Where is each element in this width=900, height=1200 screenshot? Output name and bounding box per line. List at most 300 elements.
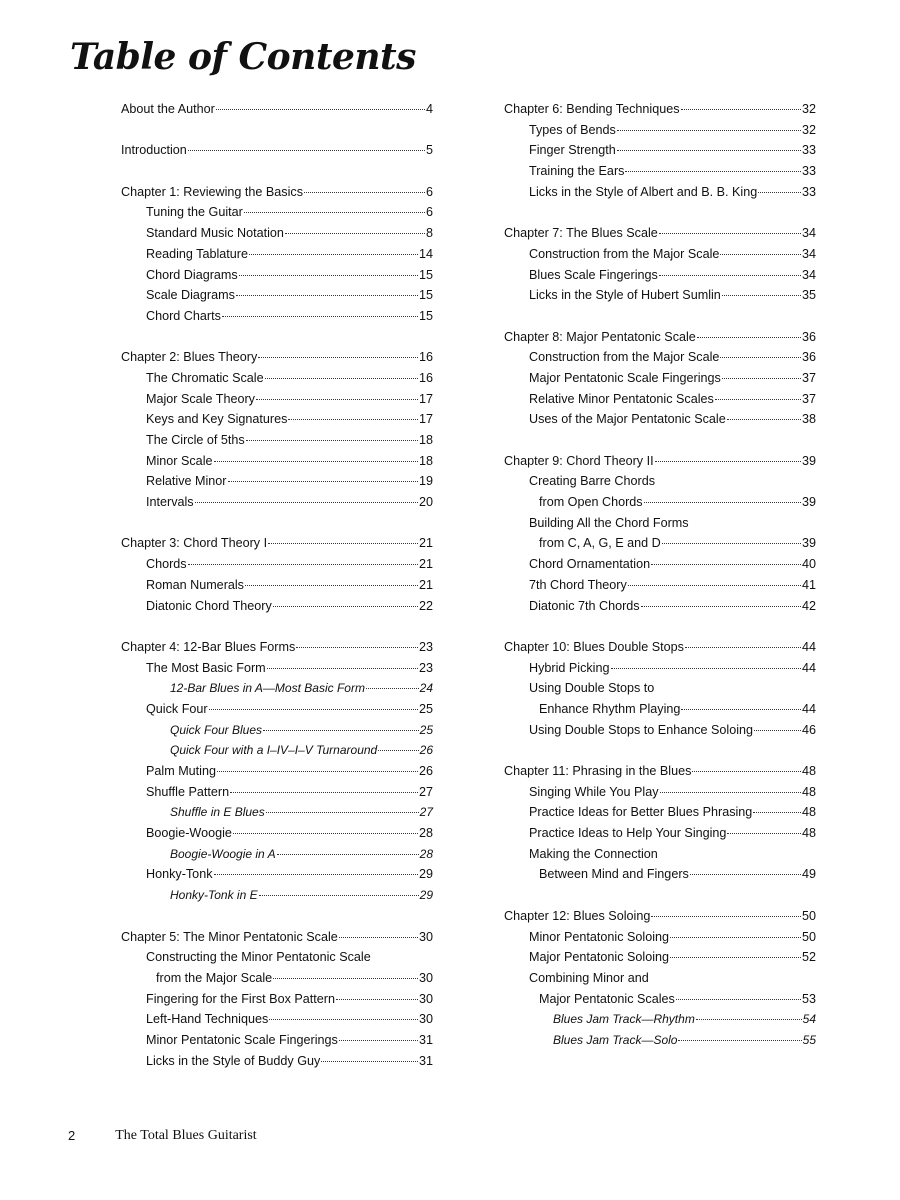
toc-entry-title: Constructing the Minor Pentatonic Scale	[146, 950, 371, 965]
dot-leader	[258, 357, 418, 358]
toc-entry[interactable]	[121, 761, 433, 782]
toc-entry-title: Blues Jam Track—Rhythm	[553, 1012, 695, 1027]
toc-entry-title: Chapter 6: Bending Techniques	[504, 102, 680, 116]
dot-leader	[690, 874, 801, 875]
toc-page-number: 53	[801, 991, 816, 1006]
section-spacer	[121, 327, 433, 348]
toc-entry-title: Scale Diagrams	[146, 288, 235, 303]
toc-entry[interactable]	[504, 802, 816, 823]
toc-entry[interactable]	[504, 533, 816, 554]
dot-leader	[267, 668, 418, 669]
toc-entry[interactable]	[504, 864, 816, 885]
dot-leader	[263, 730, 419, 731]
toc-page-number: 28	[419, 846, 433, 861]
toc-page-number: 16	[418, 350, 433, 365]
toc-page-number: 26	[419, 743, 433, 758]
toc-entry[interactable]	[121, 802, 433, 823]
toc-entry-title: Tuning the Guitar	[146, 205, 243, 220]
toc-entry-title: Relative Minor	[146, 474, 227, 489]
dot-leader	[681, 109, 801, 110]
section-spacer	[121, 513, 433, 534]
toc-entry-title: Licks in the Style of Buddy Guy	[146, 1053, 321, 1068]
dot-leader	[296, 647, 418, 648]
dot-leader	[715, 399, 801, 400]
dot-leader	[188, 564, 418, 565]
toc-page-number: 38	[801, 412, 816, 427]
toc-page-number: 33	[801, 184, 816, 199]
toc-entry-title: Reading Tablature	[146, 246, 248, 261]
dot-leader	[245, 585, 418, 586]
toc-entry-title: Blues Scale Fingerings	[529, 267, 658, 282]
toc-entry[interactable]	[504, 182, 816, 203]
toc-entry-title: Chapter 4: 12-Bar Blues Forms	[121, 639, 296, 654]
dot-leader	[655, 461, 801, 462]
toc-column-right	[504, 99, 816, 1051]
toc-entry[interactable]	[504, 823, 816, 844]
toc-page-number: 15	[418, 267, 433, 282]
dot-leader	[266, 812, 419, 813]
dot-leader	[228, 481, 418, 482]
toc-entry-title: Chord Charts	[146, 308, 221, 323]
toc-entry-title: Minor Scale	[146, 453, 213, 468]
toc-entry[interactable]	[504, 368, 816, 389]
section-spacer	[121, 120, 433, 141]
dot-leader	[611, 668, 801, 669]
toc-page-number: 39	[801, 536, 816, 551]
toc-page-number: 17	[418, 412, 433, 427]
dot-leader	[644, 502, 801, 503]
toc-entry-title: Boogie-Woogie	[146, 826, 232, 841]
toc-entry-title: Major Pentatonic Scales	[539, 991, 675, 1006]
toc-chapter-entry[interactable]	[504, 223, 816, 244]
toc-page-number: 44	[801, 701, 816, 716]
toc-entry-title: 12-Bar Blues in A—Most Basic Form	[170, 681, 365, 696]
toc-page-number: 27	[418, 784, 433, 799]
dot-leader	[273, 606, 418, 607]
toc-page-number: 29	[419, 888, 433, 903]
toc-entry-title: Between Mind and Fingers	[539, 867, 689, 882]
dot-leader	[246, 440, 418, 441]
toc-page-number: 35	[801, 288, 816, 303]
toc-page-number: 21	[418, 557, 433, 572]
toc-entry-title: Quick Four	[146, 701, 208, 716]
toc-page-number: 50	[801, 908, 816, 923]
toc-entry[interactable]	[121, 223, 433, 244]
toc-page-number: 48	[801, 826, 816, 841]
dot-leader	[265, 378, 418, 379]
toc-entry-title: Chapter 3: Chord Theory I	[121, 536, 268, 551]
toc-entry-title: Introduction	[121, 143, 187, 158]
toc-chapter-entry[interactable]	[121, 347, 433, 368]
toc-entry-title: Chapter 1: Reviewing the Basics	[121, 184, 304, 199]
toc-entry[interactable]	[121, 368, 433, 389]
dot-leader	[722, 378, 801, 379]
toc-entry[interactable]	[121, 285, 433, 306]
dot-leader	[336, 999, 418, 1000]
section-spacer	[504, 885, 816, 906]
toc-entry[interactable]	[504, 658, 816, 679]
dot-leader	[754, 730, 801, 731]
toc-entry-title: Relative Minor Pentatonic Scales	[529, 391, 714, 406]
toc-entry-title: Licks in the Style of Albert and B. B. King	[529, 184, 758, 199]
toc-entry[interactable]	[504, 161, 816, 182]
toc-page-number: 4	[425, 102, 433, 116]
toc-entry-title: Keys and Key Signatures	[146, 412, 288, 427]
dot-leader	[188, 150, 425, 151]
toc-entry[interactable]	[504, 844, 816, 865]
toc-entry[interactable]	[121, 699, 433, 720]
dot-leader	[214, 461, 418, 462]
dot-leader	[659, 275, 801, 276]
toc-entry[interactable]	[504, 471, 816, 492]
toc-entry[interactable]	[121, 678, 433, 699]
dot-leader	[233, 833, 418, 834]
toc-page-number: 34	[801, 267, 816, 282]
toc-entry[interactable]	[504, 409, 816, 430]
toc-chapter-entry[interactable]	[504, 637, 816, 658]
dot-leader	[758, 192, 801, 193]
toc-entry[interactable]	[504, 389, 816, 410]
toc-entry-title: Major Pentatonic Soloing	[529, 950, 670, 965]
toc-page-number: 30	[418, 929, 433, 944]
toc-entry-title: from Open Chords	[539, 495, 643, 510]
dot-leader	[696, 1019, 802, 1020]
dot-leader	[321, 1061, 418, 1062]
toc-entry-title: Practice Ideas for Better Blues Phrasing	[529, 805, 753, 820]
toc-entry-title: Enhance Rhythm Playing	[539, 701, 681, 716]
toc-page-number: 37	[801, 370, 816, 385]
toc-entry[interactable]	[121, 430, 433, 451]
toc-page-number: 29	[418, 867, 433, 882]
toc-page-number: 34	[801, 226, 816, 241]
toc-entry-title: The Most Basic Form	[146, 660, 266, 675]
toc-entry[interactable]	[504, 554, 816, 575]
toc-entry-title: The Circle of 5ths	[146, 433, 245, 447]
toc-entry[interactable]	[504, 513, 816, 534]
toc-entry[interactable]	[121, 492, 433, 513]
toc-page-number: 22	[418, 598, 433, 613]
toc-entry-title: Chapter 7: The Blues Scale	[504, 226, 658, 241]
dot-leader	[216, 109, 425, 110]
toc-entry-title: Uses of the Major Pentatonic Scale	[529, 412, 726, 427]
dot-leader	[269, 1019, 418, 1020]
page-number: 2	[68, 1128, 76, 1143]
dot-leader	[685, 647, 801, 648]
toc-page-number: 49	[801, 867, 816, 882]
toc-chapter-entry[interactable]	[504, 99, 816, 120]
section-spacer	[504, 740, 816, 761]
toc-entry-title: The Chromatic Scale	[146, 370, 264, 385]
toc-chapter-entry[interactable]	[504, 451, 816, 472]
toc-page-number: 39	[801, 453, 816, 468]
toc-page-number: 16	[418, 370, 433, 385]
dot-leader	[268, 543, 418, 544]
toc-page-number: 42	[801, 598, 816, 613]
toc-page-number: 18	[418, 433, 433, 447]
toc-entry[interactable]	[504, 1009, 816, 1030]
toc-entry-title: from the Major Scale	[156, 970, 273, 985]
toc-entry-title: Singing While You Play	[529, 784, 659, 799]
toc-entry-title: Intervals	[146, 495, 194, 510]
section-spacer	[504, 202, 816, 223]
toc-entry-title: Shuffle Pattern	[146, 784, 230, 799]
toc-chapter-entry[interactable]	[121, 99, 433, 120]
toc-page-number: 40	[801, 557, 816, 572]
section-spacer	[504, 306, 816, 327]
toc-entry[interactable]	[504, 1030, 816, 1051]
toc-entry-title: Chapter 12: Blues Soloing	[504, 908, 651, 923]
dot-leader	[628, 585, 801, 586]
dot-leader	[288, 419, 418, 420]
toc-entry[interactable]	[121, 409, 433, 430]
toc-entry[interactable]	[121, 968, 433, 989]
toc-entry[interactable]	[121, 740, 433, 761]
toc-page-number: 39	[801, 495, 816, 510]
toc-page-number: 55	[802, 1032, 816, 1047]
section-spacer	[121, 161, 433, 182]
toc-entry-title: Creating Barre Chords	[529, 474, 655, 489]
toc-entry[interactable]	[121, 947, 433, 968]
dot-leader	[753, 812, 801, 813]
toc-entry-title: Using Double Stops to Enhance Soloing	[529, 722, 754, 737]
toc-entry[interactable]	[504, 699, 816, 720]
toc-chapter-entry[interactable]	[504, 761, 816, 782]
dot-leader	[277, 854, 419, 855]
dot-leader	[727, 833, 801, 834]
toc-entry-title: Boogie-Woogie in A	[170, 846, 276, 861]
toc-entry[interactable]	[504, 678, 816, 699]
toc-page-number: 25	[418, 701, 433, 716]
dot-leader	[651, 916, 801, 917]
dot-leader	[720, 357, 801, 358]
toc-entry[interactable]	[121, 864, 433, 885]
dot-leader	[659, 233, 801, 234]
toc-entry[interactable]	[504, 492, 816, 513]
toc-entry[interactable]	[504, 140, 816, 161]
toc-page-number: 48	[801, 805, 816, 820]
toc-page-number: 30	[418, 1012, 433, 1027]
toc-entry-title: Blues Jam Track—Solo	[553, 1032, 678, 1047]
toc-entry-title: Honky-Tonk	[146, 867, 213, 882]
toc-entry[interactable]	[121, 306, 433, 327]
toc-entry-title: Diatonic 7th Chords	[529, 598, 640, 613]
toc-entry[interactable]	[121, 885, 433, 906]
toc-page-number: 31	[418, 1032, 433, 1047]
toc-entry-title: Major Scale Theory	[146, 391, 255, 406]
toc-entry[interactable]	[504, 120, 816, 141]
toc-page-number: 28	[418, 826, 433, 841]
toc-chapter-entry[interactable]	[121, 533, 433, 554]
section-spacer	[121, 616, 433, 637]
dot-leader	[670, 957, 801, 958]
toc-page-number: 36	[801, 329, 816, 344]
toc-page-number: 21	[418, 536, 433, 551]
toc-page-number: 32	[801, 102, 816, 116]
toc-entry[interactable]	[504, 244, 816, 265]
dot-leader	[625, 171, 801, 172]
toc-entry-title: Chapter 5: The Minor Pentatonic Scale	[121, 929, 338, 944]
dot-leader	[256, 399, 418, 400]
dot-leader	[692, 771, 801, 772]
toc-entry[interactable]	[121, 596, 433, 617]
toc-entry-title: About the Author	[121, 102, 215, 116]
toc-chapter-entry[interactable]	[504, 327, 816, 348]
toc-entry[interactable]	[121, 471, 433, 492]
dot-leader	[727, 419, 801, 420]
dot-leader	[378, 750, 418, 751]
toc-chapter-entry[interactable]	[121, 140, 433, 161]
toc-chapter-entry[interactable]	[121, 637, 433, 658]
toc-page-number: 15	[418, 308, 433, 323]
toc-entry[interactable]	[121, 451, 433, 472]
toc-entry-title: Fingering for the First Box Pattern	[146, 991, 335, 1006]
toc-entry[interactable]	[121, 202, 433, 223]
toc-page-number: 52	[801, 950, 816, 965]
toc-entry[interactable]	[121, 658, 433, 679]
toc-page-number: 23	[418, 660, 433, 675]
book-title: The Total Blues Guitarist	[115, 1128, 257, 1143]
dot-leader	[722, 295, 801, 296]
toc-entry-title: Standard Music Notation	[146, 226, 284, 241]
toc-entry-title: Major Pentatonic Scale Fingerings	[529, 370, 721, 385]
toc-entry[interactable]	[504, 927, 816, 948]
toc-entry[interactable]	[121, 989, 433, 1010]
toc-entry[interactable]	[121, 575, 433, 596]
section-spacer	[504, 616, 816, 637]
section-spacer	[121, 906, 433, 927]
toc-entry[interactable]	[121, 782, 433, 803]
toc-entry-title: Quick Four Blues	[170, 722, 263, 737]
toc-page-number: 6	[425, 184, 433, 199]
toc-entry-title: Building All the Chord Forms	[529, 515, 689, 530]
toc-entry-title: Making the Connection	[529, 846, 658, 861]
toc-chapter-entry[interactable]	[121, 182, 433, 203]
toc-entry[interactable]	[504, 968, 816, 989]
dot-leader	[617, 150, 801, 151]
toc-page-number: 48	[801, 784, 816, 799]
toc-entry[interactable]	[504, 989, 816, 1010]
toc-entry[interactable]	[121, 823, 433, 844]
toc-column-left	[121, 99, 433, 1071]
toc-entry-title: Combining Minor and	[529, 970, 649, 985]
dot-leader	[273, 978, 418, 979]
dot-leader	[339, 1040, 418, 1041]
toc-entry[interactable]	[504, 265, 816, 286]
toc-entry[interactable]	[121, 1051, 433, 1072]
toc-page-number: 8	[425, 226, 433, 241]
toc-entry-title: Left-Hand Techniques	[146, 1012, 269, 1027]
section-spacer	[504, 430, 816, 451]
toc-entry[interactable]	[121, 1030, 433, 1051]
toc-entry[interactable]	[504, 782, 816, 803]
toc-entry[interactable]	[504, 720, 816, 741]
toc-entry-title: Construction from the Major Scale	[529, 350, 720, 365]
toc-entry[interactable]	[121, 554, 433, 575]
toc-entry-title: Honky-Tonk in E	[170, 888, 258, 903]
toc-page-number: 6	[425, 205, 433, 220]
toc-page-number: 54	[802, 1012, 816, 1027]
toc-entry[interactable]	[121, 1009, 433, 1030]
page-title: Table of Contents	[70, 36, 416, 78]
dot-leader	[222, 316, 418, 317]
toc-page-number: 20	[418, 495, 433, 510]
toc-page-number: 30	[418, 991, 433, 1006]
toc-entry[interactable]	[121, 720, 433, 741]
toc-entry-title: Shuffle in E Blues	[170, 805, 265, 820]
dot-leader	[304, 192, 425, 193]
toc-page-number: 17	[418, 391, 433, 406]
toc-chapter-entry[interactable]	[504, 906, 816, 927]
dot-leader	[244, 212, 425, 213]
toc-entry[interactable]	[504, 947, 816, 968]
toc-page-number: 50	[801, 929, 816, 944]
toc-entry[interactable]	[121, 265, 433, 286]
toc-entry-title: 7th Chord Theory	[529, 577, 627, 592]
toc-entry[interactable]	[121, 389, 433, 410]
toc-page-number: 34	[801, 246, 816, 261]
toc-entry-title: Palm Muting	[146, 764, 216, 778]
toc-entry-title: Quick Four with a I–IV–I–V Turnaround	[170, 743, 378, 758]
toc-chapter-entry[interactable]	[121, 927, 433, 948]
toc-page-number: 46	[801, 722, 816, 737]
toc-page-number: 33	[801, 164, 816, 179]
dot-leader	[230, 792, 418, 793]
toc-entry[interactable]	[504, 285, 816, 306]
toc-entry-title: Types of Bends	[529, 122, 616, 137]
dot-leader	[697, 337, 801, 338]
dot-leader	[249, 254, 418, 255]
toc-entry-title: Chapter 8: Major Pentatonic Scale	[504, 329, 696, 344]
toc-page-number: 15	[418, 288, 433, 303]
toc-entry-title: Training the Ears	[529, 164, 625, 179]
toc-page-number: 44	[801, 639, 816, 654]
toc-entry[interactable]	[504, 596, 816, 617]
toc-entry-title: Chord Diagrams	[146, 267, 238, 282]
dot-leader	[259, 895, 419, 896]
toc-entry-title: from C, A, G, E and D	[539, 536, 661, 551]
toc-page-number: 30	[418, 970, 433, 985]
dot-leader	[285, 233, 425, 234]
dot-leader	[209, 709, 418, 710]
toc-entry-title: Chapter 11: Phrasing in the Blues	[504, 764, 692, 778]
toc-entry-title: Licks in the Style of Hubert Sumlin	[529, 288, 721, 303]
dot-leader	[720, 254, 801, 255]
dot-leader	[660, 792, 801, 793]
toc-entry[interactable]	[504, 575, 816, 596]
dot-leader	[366, 688, 419, 689]
toc-page-number: 23	[418, 639, 433, 654]
dot-leader	[641, 606, 801, 607]
toc-entry-title: Practice Ideas to Help Your Singing	[529, 826, 727, 841]
toc-page-number: 32	[801, 122, 816, 137]
toc-page-number: 48	[801, 764, 816, 778]
toc-entry-title: Hybrid Picking	[529, 660, 610, 675]
toc-entry[interactable]	[504, 347, 816, 368]
toc-entry[interactable]	[121, 244, 433, 265]
dot-leader	[239, 275, 418, 276]
toc-entry[interactable]	[121, 844, 433, 865]
toc-entry-title: Roman Numerals	[146, 577, 244, 592]
toc-page-number: 18	[418, 453, 433, 468]
toc-page-number: 26	[418, 764, 433, 778]
toc-entry-title: Minor Pentatonic Scale Fingerings	[146, 1032, 338, 1047]
dot-leader	[217, 771, 418, 772]
toc-page-number: 19	[418, 474, 433, 489]
toc-entry-title: Minor Pentatonic Soloing	[529, 929, 670, 944]
toc-page-number: 21	[418, 577, 433, 592]
dot-leader	[651, 564, 801, 565]
toc-page-number: 33	[801, 143, 816, 158]
